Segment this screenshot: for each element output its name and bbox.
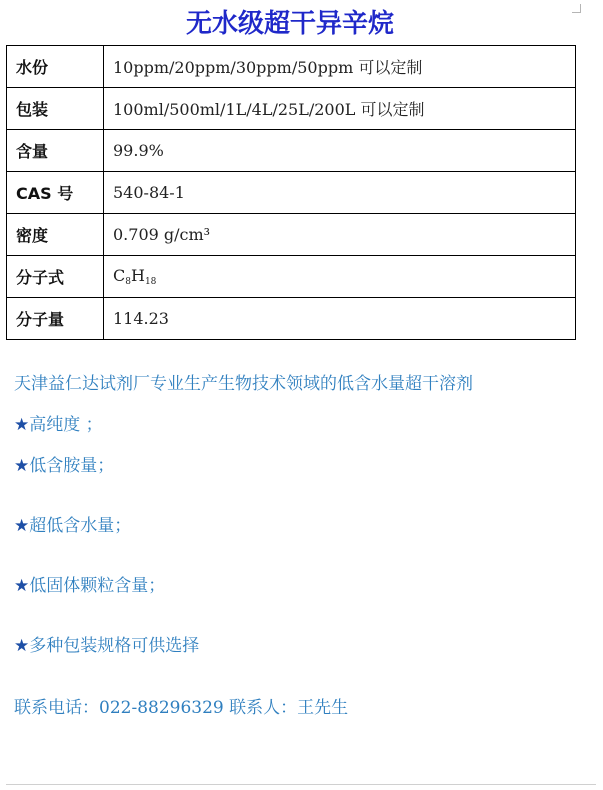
feature-text: 低固体颗粒含量； [29, 576, 166, 596]
row-label: 包装 [7, 88, 104, 130]
row-value: 10ppm/20ppm/30ppm/50ppm 可以定制 [104, 46, 576, 88]
table-row [7, 172, 576, 214]
row-label: 密度 [7, 214, 104, 256]
spec-table [6, 45, 576, 340]
star-icon: ★ [14, 636, 30, 656]
star-icon: ★ [14, 456, 30, 476]
table-row [7, 256, 576, 298]
row-label: 水份 [7, 46, 104, 88]
table-row [7, 130, 576, 172]
row-label: 含量 [7, 130, 104, 172]
feature-item [14, 574, 165, 598]
feature-item [14, 454, 114, 478]
star-icon: ★ [14, 576, 30, 596]
feature-item [14, 413, 103, 437]
table-row [7, 46, 576, 88]
row-label: CAS 号 [7, 172, 104, 214]
table-row [7, 214, 576, 256]
feature-text: 高纯度 ； [29, 415, 103, 435]
formula-subscript-h: 18 [144, 277, 157, 287]
feature-item [14, 634, 199, 658]
feature-text: 超低含水量； [29, 516, 132, 536]
formula-element-h: H [130, 266, 145, 285]
star-icon: ★ [14, 415, 30, 435]
page-bottom-border [6, 784, 596, 785]
row-label: 分子量 [7, 298, 104, 340]
star-icon: ★ [14, 516, 30, 536]
formula-element-c: C [113, 266, 126, 285]
row-value: 100ml/500ml/1L/4L/25L/200L 可以定制 [104, 88, 576, 130]
formula-subscript-c: 8 [125, 277, 131, 287]
row-value: 540-84-1 [104, 172, 576, 214]
molecular-formula [104, 256, 576, 298]
row-value: 114.23 [104, 298, 576, 340]
intro-text: 天津益仁达试剂厂专业生产生物技术领域的低含水量超干溶剂 [14, 374, 473, 394]
row-label: 分子式 [7, 256, 104, 298]
table-row [7, 88, 576, 130]
contact-info: 联系电话：022-88296329 联系人：王先生 [14, 698, 349, 718]
row-value: 99.9% [104, 130, 576, 172]
feature-item [14, 514, 131, 538]
feature-text: 低含胺量； [29, 456, 115, 476]
table-row [7, 298, 576, 340]
row-value: 0.709 g/cm³ [104, 214, 576, 256]
page-title: 无水级超干异辛烷 [185, 9, 394, 39]
feature-text: 多种包装规格可供选择 [29, 636, 200, 656]
